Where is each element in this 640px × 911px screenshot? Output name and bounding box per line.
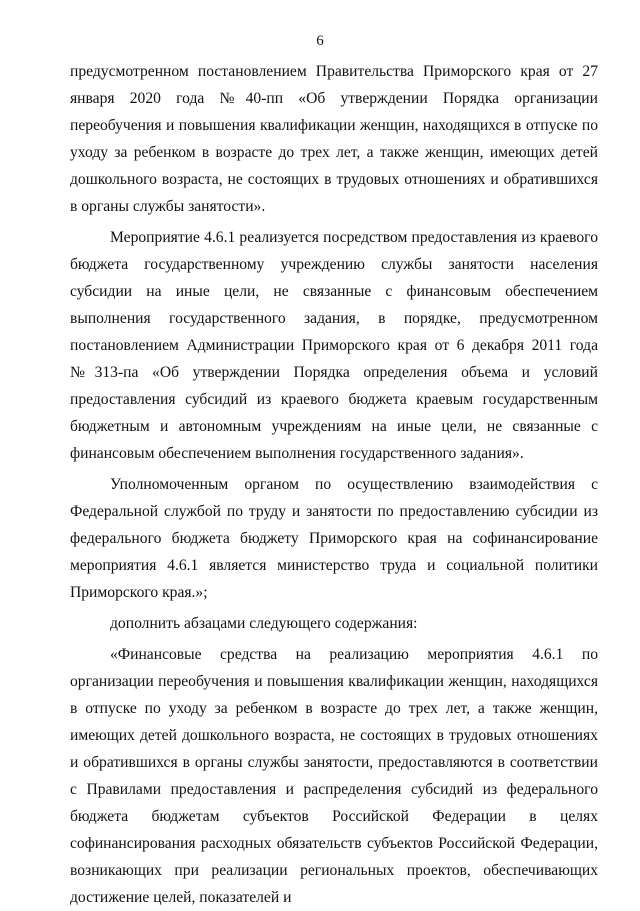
page-number: 6 bbox=[316, 33, 324, 49]
paragraph-authorized-body: Уполномоченным органом по осуществлению взаимодействия с Федеральной службой по труду и занятости по предоставлению субсидии из федерального бюджета бюджету Приморского края на софинансирование мероприятия 4.6.1 является министерство труда и социальной политики Приморского края.»; bbox=[70, 476, 598, 601]
paragraph-amendment-intro: дополнить абзацами следующего содержания: bbox=[110, 615, 418, 632]
paragraph-measure-implementation: Мероприятие 4.6.1 реализуется посредством предоставления из краевого бюджета государственному учреждению службы занятости населения субсидии на иные цели, не связанные с финансовым обеспечением выполнения государственного задания, в порядке, предусмотренном постановлением Администрации Приморского края от 6 декабря 2011 года №313-па «Об утверждении Порядка определения объема и условий предоставления субсидий из краевого бюджета краевым государственным бюджетным и автономным учреждениям на иные цели, не связанные с финансовым обеспечением выполнения государственного задания». bbox=[70, 229, 598, 462]
paragraph-continuation: предусмотренном постановлением Правительства Приморского края от 27 января 2020 года №40-пп «Об утверждении Порядка организации переобучения и повышения квалификации женщин, находящихся в отпуске по уходу за ребенком в возрасте до трех лет, а также женщин, имеющих детей дошкольного возраста, не состоящих в трудовых отношениях и обратившихся в органы службы занятости». bbox=[70, 63, 598, 215]
paragraph-financial-resources: «Финансовые средства на реализацию мероприятия 4.6.1 по организации переобучения и повышения квалификации женщин, находящихся в отпуске по уходу за ребенком в возрасте до трех лет, а также женщин, имеющих детей дошкольного возраста, не состоящих в трудовых отношениях и обратившихся в органы службы занятости, предоставляются в соответствии с Правилами предоставления и распределения субсидий из федерального бюджета бюджетам субъектов Российской Федерации в целях софинансирования расходных обязательств субъектов Российской Федерации, возникающих при реализации региональных проектов, обеспечивающих достижение целей, показателей и bbox=[70, 646, 598, 906]
document-body bbox=[70, 58, 598, 911]
